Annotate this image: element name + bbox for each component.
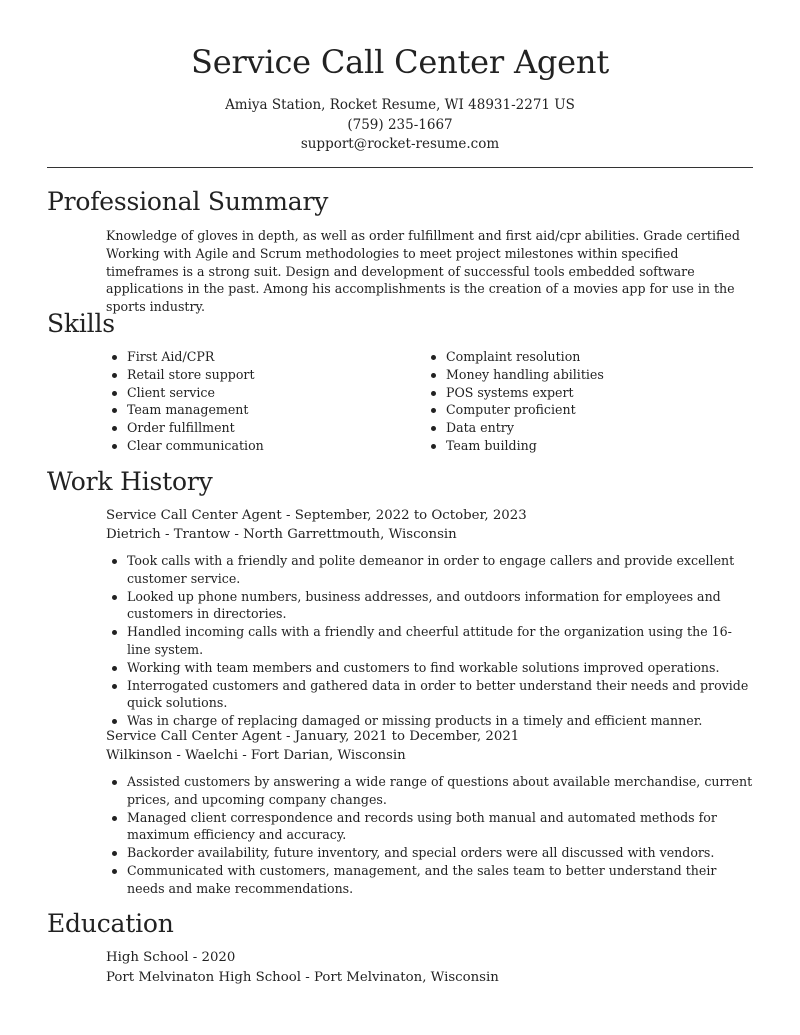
job-company-line: Dietrich - Trantow - North Garrettmouth, Wisconsin: [106, 527, 457, 542]
skill-item: POS systems expert: [425, 384, 744, 402]
skills-heading: Skills: [47, 309, 115, 338]
skill-item: Retail store support: [106, 366, 425, 384]
skill-item: Computer proficient: [425, 401, 744, 419]
skills-list: [106, 348, 754, 455]
summary-heading: Professional Summary: [47, 187, 329, 216]
job-bullet: Handled incoming calls with a friendly and cheerful attitude for the organization using the 16-line system.: [106, 623, 754, 659]
job-bullets: [106, 552, 754, 730]
job-bullet: Was in charge of replacing damaged or missing products in a timely and efficient manner.: [106, 712, 754, 730]
job-bullet: Communicated with customers, management, and the sales team to better understand their needs and make recommendations.: [106, 862, 754, 898]
job-bullet: Looked up phone numbers, business addresses, and outdoors information for employees and customers in directories.: [106, 588, 754, 624]
skill-item: First Aid/CPR: [106, 348, 425, 366]
job-bullet: Working with team members and customers to find workable solutions improved operations.: [106, 659, 754, 677]
skills-column-right: [425, 348, 744, 455]
skill-item: Data entry: [425, 419, 744, 437]
email: support@rocket-resume.com: [300, 136, 500, 152]
skill-item: Client service: [106, 384, 425, 402]
job-title-line: Service Call Center Agent - January, 2021 to December, 2021: [106, 729, 520, 744]
skill-item: Team management: [106, 401, 425, 419]
resume-header: [0, 40, 800, 155]
job-entry: [106, 727, 754, 898]
skill-item: Clear communication: [106, 437, 425, 455]
education-heading: Education: [47, 909, 174, 938]
phone: (759) 235-1667: [347, 116, 453, 133]
header-divider: [47, 167, 753, 168]
job-entry: [106, 506, 754, 730]
summary-text: Knowledge of gloves in depth, as well as order fulfillment and first aid/cpr abilities. Grade certified Working with Agile and Scrum methodologies to meet project milestones within specified timeframes is a strong suit. Design and development of successful tools embedded software applications in the past. Among his accomplishments is the creation of a movies app for use in the sports industry.: [106, 228, 740, 315]
education-entry: [106, 948, 754, 988]
address: Amiya Station, Rocket Resume, WI 48931-2271 US: [225, 97, 575, 113]
job-bullet: Interrogated customers and gathered data in order to better understand their needs and provide quick solutions.: [106, 677, 754, 713]
job-bullet: Managed client correspondence and records using both manual and automated methods for maximum efficiency and accuracy.: [106, 809, 754, 845]
job-bullets: [106, 773, 754, 898]
degree-line: High School - 2020: [106, 950, 236, 965]
work-history-heading: Work History: [47, 467, 213, 496]
job-bullet: Took calls with a friendly and polite demeanor in order to engage callers and provide excellent customer service.: [106, 552, 754, 588]
school-line: Port Melvinaton High School - Port Melvinaton, Wisconsin: [106, 970, 499, 985]
skill-item: Order fulfillment: [106, 419, 425, 437]
skill-item: Money handling abilities: [425, 366, 744, 384]
job-title-line: Service Call Center Agent - September, 2022 to October, 2023: [106, 508, 527, 523]
job-bullet: Assisted customers by answering a wide range of questions about available merchandise, current prices, and upcoming company changes.: [106, 773, 754, 809]
job-company-line: Wilkinson - Waelchi - Fort Darian, Wisconsin: [106, 748, 406, 763]
contact-info: [0, 96, 800, 155]
job-bullet: Backorder availability, future inventory, and special orders were all discussed with vendors.: [106, 844, 754, 862]
candidate-name: Service Call Center Agent: [190, 43, 609, 81]
skill-item: Complaint resolution: [425, 348, 744, 366]
skill-item: Team building: [425, 437, 744, 455]
skills-column-left: [106, 348, 425, 455]
